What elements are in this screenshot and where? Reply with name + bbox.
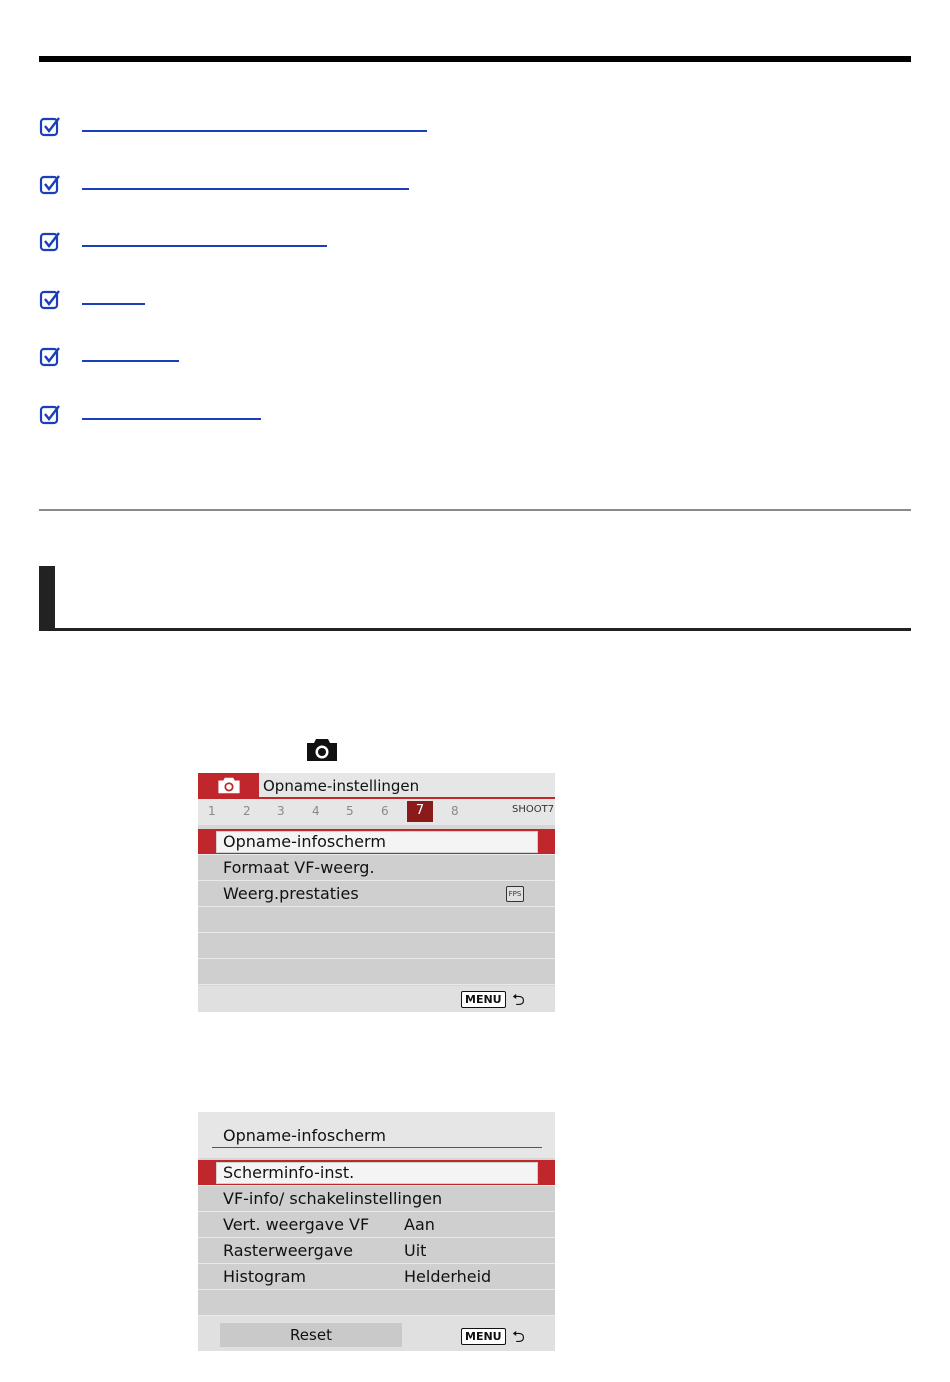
reset-button[interactable]: Reset <box>220 1323 402 1347</box>
empty-row <box>198 933 555 959</box>
title-underline <box>212 1147 542 1148</box>
menu-header <box>198 773 555 799</box>
toc-link[interactable] <box>82 360 179 362</box>
menu-footer <box>198 986 555 1012</box>
menu-item-histogram[interactable] <box>198 1264 555 1290</box>
menu-title: Opname-instellingen <box>263 777 420 795</box>
empty-row <box>198 959 555 985</box>
back-arrow-icon[interactable]: ⮌ <box>512 990 525 1009</box>
checkbox-checked-icon <box>39 174 61 196</box>
empty-row <box>198 1290 555 1316</box>
heading-underline <box>39 628 911 631</box>
toc-link[interactable] <box>82 418 261 420</box>
section-divider <box>39 509 911 511</box>
checkbox-checked-icon <box>39 231 61 253</box>
menu-item-label: VF-info/ schakelinstellingen <box>223 1189 443 1208</box>
page-tab[interactable]: 3 <box>277 804 285 818</box>
page-tab[interactable]: 2 <box>243 804 251 818</box>
camera-icon <box>305 737 339 763</box>
menu-button[interactable]: MENU <box>461 1328 506 1345</box>
menu-item-vf-info[interactable] <box>198 1186 555 1212</box>
page-tab-active[interactable]: 7 <box>407 801 433 822</box>
menu-item-label: Weerg.prestaties <box>223 884 359 903</box>
menu-item-label: Formaat VF-weerg. <box>223 858 375 877</box>
menu-header <box>198 1112 555 1158</box>
page-tabs <box>198 799 555 825</box>
empty-row <box>198 907 555 933</box>
toc-link[interactable] <box>82 303 145 305</box>
fps-icon: FPS <box>506 886 524 902</box>
menu-item-value: Helderheid <box>404 1267 492 1286</box>
menu-item-label: Opname-infoscherm <box>223 832 386 851</box>
checkbox-checked-icon <box>39 346 61 368</box>
checkbox-checked-icon <box>39 404 61 426</box>
top-rule <box>39 56 911 62</box>
menu-item-rasterweergave[interactable] <box>198 1238 555 1264</box>
page-tab[interactable]: 1 <box>208 804 216 818</box>
toc-link[interactable] <box>82 130 427 132</box>
checkbox-checked-icon <box>39 116 61 138</box>
back-arrow-icon[interactable]: ⮌ <box>512 1327 525 1346</box>
toc-link[interactable] <box>82 245 327 247</box>
menu-item-label: Rasterweergave <box>223 1241 353 1260</box>
menu-item-value: Aan <box>404 1215 435 1234</box>
menu-item-scherminfo[interactable] <box>198 1160 555 1186</box>
section-heading <box>39 566 911 631</box>
heading-bar <box>39 566 55 631</box>
menu-item-label: Histogram <box>223 1267 306 1286</box>
menu-item-value: Uit <box>404 1241 427 1260</box>
menu-footer <box>198 1316 555 1351</box>
menu-button[interactable]: MENU <box>461 991 506 1008</box>
menu-item-label: Scherminfo-inst. <box>223 1163 355 1182</box>
shooting-tab[interactable] <box>198 773 259 799</box>
menu-item-weerg-prestaties[interactable] <box>198 881 555 907</box>
checkbox-checked-icon <box>39 289 61 311</box>
menu-title: Opname-infoscherm <box>223 1126 386 1145</box>
page-code: SHOOT7 <box>512 804 555 815</box>
page-tab[interactable]: 4 <box>312 804 320 818</box>
info-settings-screen <box>198 1112 555 1351</box>
toc-link[interactable] <box>82 188 409 190</box>
page-tab[interactable]: 8 <box>451 804 459 818</box>
camera-icon <box>217 776 241 795</box>
menu-item-vert-weergave[interactable] <box>198 1212 555 1238</box>
page-tab[interactable]: 5 <box>346 804 354 818</box>
menu-item-opname-infoscherm[interactable] <box>198 829 555 855</box>
camera-menu-screen <box>198 773 555 1012</box>
menu-item-formaat-vf[interactable] <box>198 855 555 881</box>
page-tab[interactable]: 6 <box>381 804 389 818</box>
menu-item-label: Vert. weergave VF <box>223 1215 370 1234</box>
